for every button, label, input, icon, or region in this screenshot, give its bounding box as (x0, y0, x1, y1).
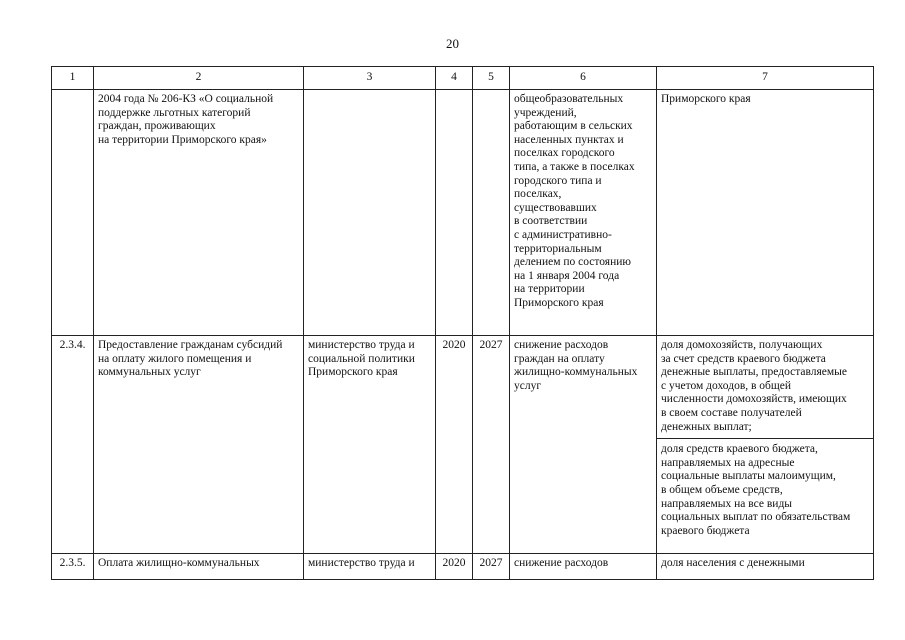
table-row (52, 90, 874, 336)
indicator-cell (657, 90, 874, 336)
measures-table (51, 66, 874, 580)
column-header: 1 (52, 67, 94, 90)
table-row (52, 554, 874, 580)
indicator-text: Приморского края (661, 93, 751, 105)
table-header-row (52, 67, 874, 90)
table-row (52, 336, 874, 554)
column-header: 4 (436, 67, 473, 90)
row-number (52, 90, 94, 336)
indicator-cell (657, 336, 874, 554)
measure-name: Предоставление гражданам субсидий на оплату жилого помещения и коммунальных услуг (94, 336, 304, 554)
responsible-executor (304, 90, 436, 336)
expected-result: снижение расходов (510, 554, 657, 580)
end-year: 2027 (473, 554, 510, 580)
start-year: 2020 (436, 554, 473, 580)
expected-result: общеобразовательных учреждений, работающим в сельских населенных пунктах и поселках городского типа, а также в поселках городского типа и поселках, существовавших в соответствии с административно- территориальным делением по состоянию на 1 января 2004 года на территории Приморского края (510, 90, 657, 336)
column-header: 5 (473, 67, 510, 90)
row-number: 2.3.5. (52, 554, 94, 580)
row-number: 2.3.4. (52, 336, 94, 554)
expected-result: снижение расходов граждан на оплату жилищно-коммунальных услуг (510, 336, 657, 554)
page-number: 20 (446, 36, 459, 51)
indicator-cell (657, 554, 874, 580)
end-year (473, 90, 510, 336)
column-header: 7 (657, 67, 874, 90)
end-year: 2027 (473, 336, 510, 554)
indicator-text: доля населения с денежными (661, 557, 805, 569)
indicator-text: доля домохозяйств, получающих за счет средств краевого бюджета денежные выплаты, предоставляемые с учетом доходов, в общей численности домохозяйств, имеющих в своем составе получателей денежных выплат; (661, 339, 848, 433)
column-header: 6 (510, 67, 657, 90)
responsible-executor: министерство труда и социальной политики Приморского края (304, 336, 436, 554)
measure-name: Оплата жилищно-коммунальных (94, 554, 304, 580)
measure-name: 2004 года № 206-КЗ «О социальной поддержке льготных категорий граждан, проживающих на территории Приморского края» (94, 90, 304, 336)
indicator-text: доля средств краевого бюджета, направляемых на адресные социальные выплаты малоимущим, в общем объеме средств, направляемых на все виды социальных выплат по обязательствам краевого бюджета (661, 443, 851, 537)
start-year: 2020 (436, 336, 473, 554)
start-year (436, 90, 473, 336)
indicator-divider (657, 438, 873, 439)
column-header: 2 (94, 67, 304, 90)
responsible-executor: министерство труда и (304, 554, 436, 580)
column-header: 3 (304, 67, 436, 90)
